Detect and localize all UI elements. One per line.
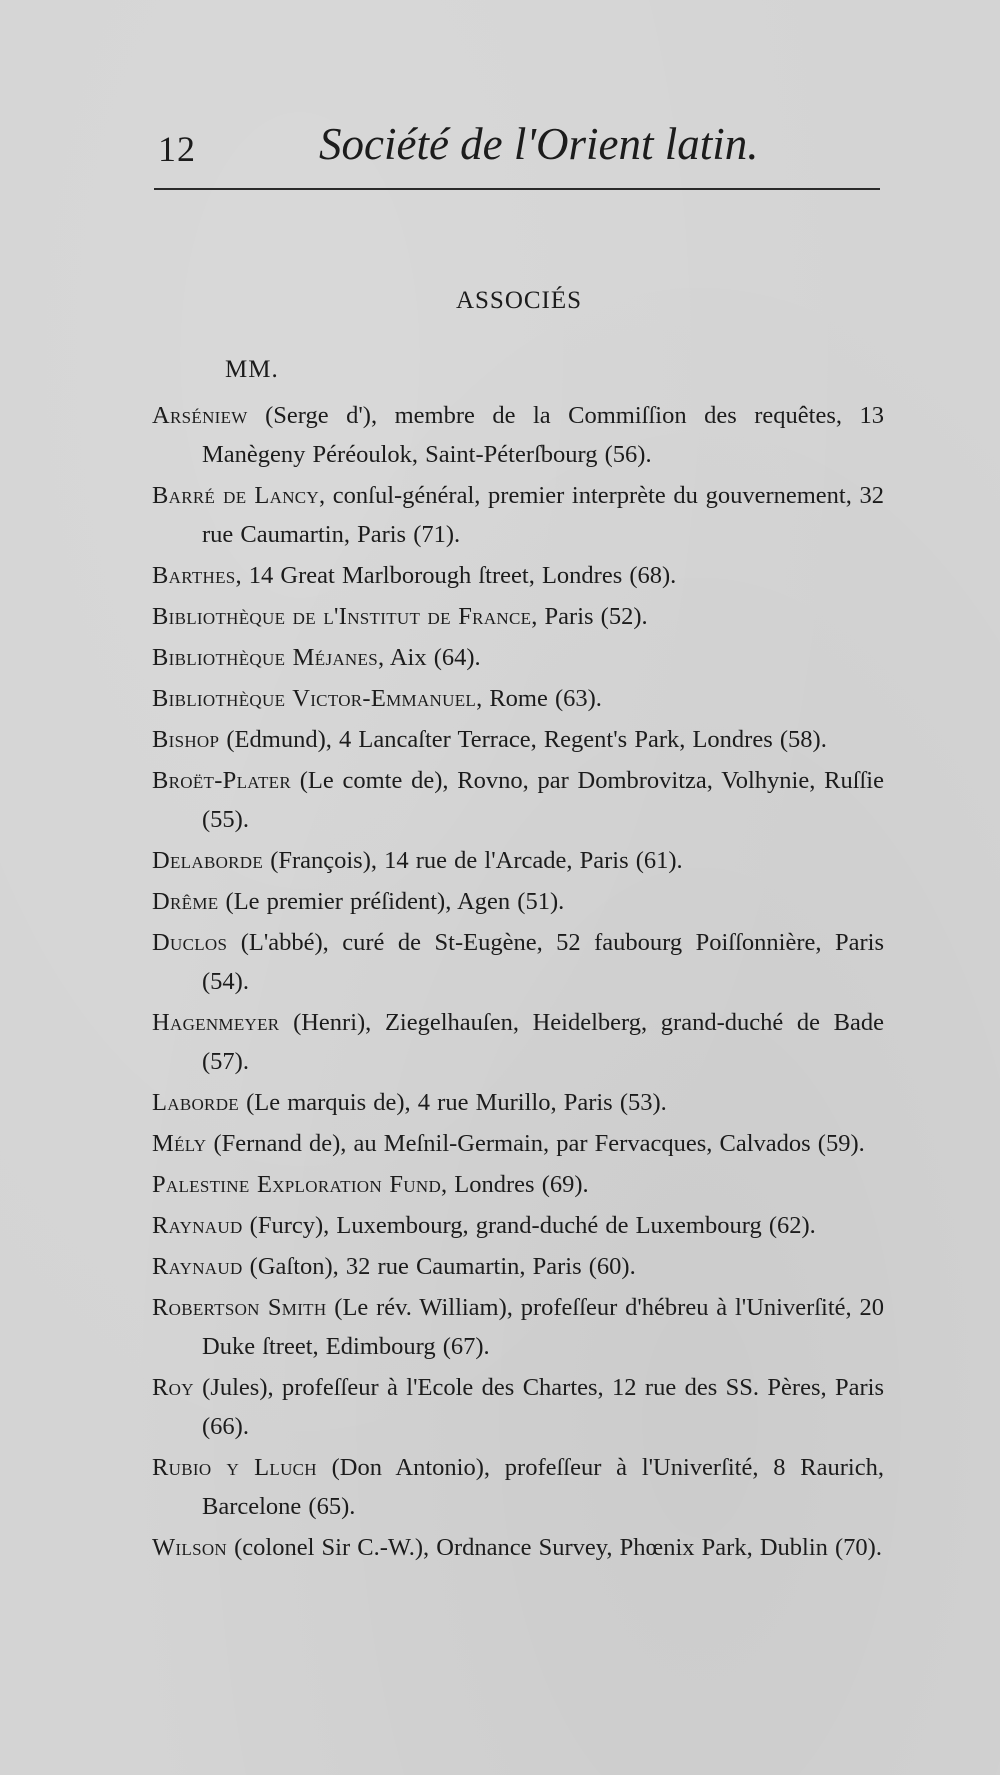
member-entry [152, 1528, 884, 1567]
member-entry [152, 1124, 884, 1163]
member-name: Raynaud [152, 1253, 243, 1280]
member-name: Bishop [152, 726, 220, 753]
member-entry [152, 476, 884, 554]
member-name: Palestine Exploration Fund [152, 1171, 442, 1198]
member-name: Duclos [152, 929, 228, 956]
member-entry [152, 1206, 884, 1245]
page-header [154, 118, 878, 178]
member-details: (Le comte de), Rovno, par Dombrovitza, Volhynie, Ruſſie (55). [202, 767, 884, 833]
member-details: (Edmund), 4 Lancaſter Terrace, Regent's Park, Londres (58). [219, 726, 827, 753]
member-name: Hagenmeyer [152, 1009, 280, 1036]
member-name: Barré de Lancy [152, 482, 319, 509]
member-name: Bibliothèque Victor-Emmanuel [152, 685, 477, 712]
member-name: Barthes [152, 562, 236, 589]
member-entry [152, 841, 884, 880]
member-details: (L'abbé), curé de St-Eugène, 52 faubourg Poiſſonnière, Paris (54). [202, 929, 884, 995]
member-details: (François), 14 rue de l'Arcade, Paris (61). [263, 847, 683, 874]
page-number: 12 [158, 129, 196, 169]
member-entry [152, 1247, 884, 1286]
member-details: , 14 Great Marlborough ſtreet, Londres (68). [235, 562, 677, 589]
member-details: , Paris (52). [531, 603, 648, 630]
member-details: (Le rév. William), profeſſeur d'hébreu à l'Univerſité, 20 Duke ſtreet, Edimbourg (67). [202, 1294, 884, 1360]
member-entry [152, 1003, 884, 1081]
running-title: Société de l'Orient latin. [319, 119, 759, 169]
member-entry [152, 396, 884, 474]
member-details: (Le premier préſident), Agen (51). [218, 888, 565, 915]
member-details: , Aix (64). [377, 644, 481, 671]
member-name: Rubio y Lluch [152, 1454, 317, 1481]
member-entry [152, 638, 884, 677]
member-details: (Le marquis de), 4 rue Murillo, Paris (53). [238, 1089, 667, 1116]
member-entry [152, 761, 884, 839]
member-details: (Jules), profeſſeur à l'Ecole des Chartes, 12 rue des SS. Pères, Paris (66). [193, 1374, 884, 1440]
member-details: (Gaſton), 32 rue Caumartin, Paris (60). [242, 1253, 636, 1280]
member-entry [152, 882, 884, 921]
member-entry [152, 720, 884, 759]
member-entry [152, 597, 884, 636]
member-details: (colonel Sir C.-W.), Ordnance Survey, Phœnix Park, Dublin (70). [226, 1534, 882, 1561]
member-details: (Serge d'), membre de la Commiſſion des requêtes, 13 Manègeny Péréoulok, Saint-Péterſbourg (56). [202, 402, 884, 468]
member-details: (Fernand de), au Meſnil-Germain, par Fervacques, Calvados (59). [206, 1130, 865, 1157]
member-details: , conſul-général, premier interprète du gouvernement, 32 rue Caumartin, Paris (71). [202, 482, 884, 548]
member-details: , Rome (63). [476, 685, 602, 712]
header-rule [154, 188, 880, 190]
member-name: Mély [152, 1130, 207, 1157]
member-details: (Don Antonio), profeſſeur à l'Univerſité, 8 Raurich, Barcelone (65). [202, 1454, 884, 1520]
member-entry [152, 1368, 884, 1446]
member-entry [152, 1165, 884, 1204]
member-name: Wilson [152, 1534, 227, 1561]
member-entry [152, 1288, 884, 1366]
member-entry [152, 1448, 884, 1526]
member-name: Laborde [152, 1089, 239, 1116]
member-name: Drême [152, 888, 219, 915]
salutation: MM. [225, 356, 279, 383]
member-details: (Furcy), Luxembourg, grand-duché de Luxembourg (62). [242, 1212, 816, 1239]
member-name: Robertson Smith [152, 1294, 327, 1321]
member-entry [152, 556, 884, 595]
member-entry [152, 923, 884, 1001]
member-entry [152, 1083, 884, 1122]
member-name: Roy [152, 1374, 194, 1401]
member-name: Raynaud [152, 1212, 243, 1239]
member-name: Delaborde [152, 847, 264, 874]
member-name: Bibliothèque Méjanes [152, 644, 378, 671]
member-name: Arséniew [152, 402, 248, 429]
member-details: (Henri), Ziegelhauſen, Heidelberg, grand-duché de Bade (57). [202, 1009, 884, 1075]
member-name: Bibliothèque de l'Institut de France [152, 603, 532, 630]
member-details: , Londres (69). [441, 1171, 589, 1198]
member-list [152, 396, 884, 1569]
section-title: ASSOCIÉS [455, 287, 583, 314]
member-name: Broët-Plater [152, 767, 291, 794]
member-entry [152, 679, 884, 718]
